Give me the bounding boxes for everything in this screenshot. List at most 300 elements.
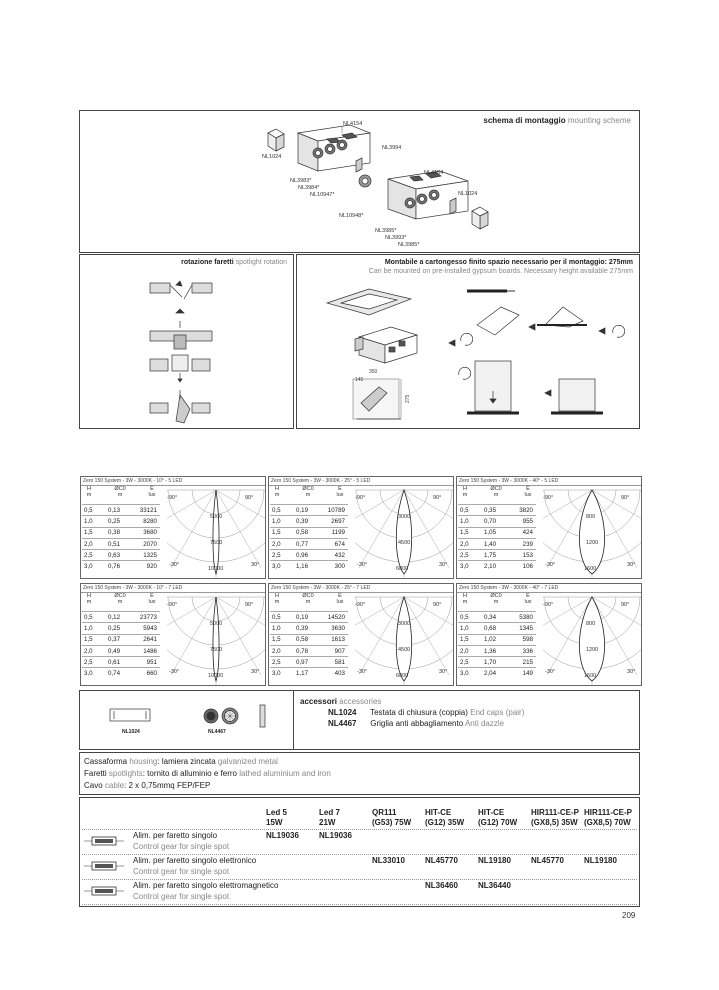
table-cell: 432 [318,550,348,561]
table-cell: 0,5 [82,505,102,516]
label-nl3985-a: NL3985* [375,228,397,234]
gypsum-diagram [297,255,641,430]
accessories-title: accessori accessories [300,697,382,706]
product-code: NL45770 [531,856,564,865]
column-header-unit: m [86,492,92,498]
angle-label-30-right: 30° [251,562,260,568]
column-header-label: H [463,593,467,599]
angle-label-30-right: 30° [439,669,448,675]
angle-label-left: -90° [543,495,554,501]
table-cell: 3,0 [270,561,290,572]
acc-img1-code: NL1024 [122,729,140,735]
table-cell: 0,68 [478,623,506,634]
angle-label-right: 90° [433,495,442,501]
table-cell: 0,12 [102,612,130,623]
table-cell: 403 [318,668,348,679]
label-nl4154-a: NL4154 [343,121,363,127]
column-header-line2: (G12) 35W [425,818,465,827]
polar-value: 5000 [210,514,223,520]
dotted-divider [82,854,637,855]
column-header [271,593,283,605]
column-header [483,486,509,498]
column-header [266,808,287,828]
column-header-unit: lux [148,492,156,498]
table-row [458,623,536,634]
column-header-unit: m [305,492,311,498]
label-nl4154-b: NL4154 [424,170,444,176]
table-cell: 1,05 [478,527,506,538]
column-header-label: H [275,593,279,599]
polar-diagram [355,480,453,578]
table-cell: 2,5 [458,550,478,561]
table-cell: 0,74 [102,668,130,679]
table-cell: 0,19 [290,612,318,623]
table-cell: 1,36 [478,645,506,656]
dim-145: 145 [355,377,364,383]
control-gear-icon [84,885,124,897]
column-header-unit: m [462,599,468,605]
column-header-label: E [150,486,154,492]
table-row [270,505,348,516]
angle-label-right: 90° [245,602,254,608]
table-cell: 2,5 [82,657,102,668]
table-cell: 14520 [318,612,348,623]
product-code: NL33010 [372,856,405,865]
table-cell: 8280 [130,516,160,527]
column-header-label: E [338,593,342,599]
spec-row-spotlights: Faretti spotlights: tornito di alluminio e ferro lathed aluminium and iron [84,769,331,778]
angle-label-30-right: 30° [251,669,260,675]
table-cell: 0,35 [478,505,506,516]
polar-value: 3000 [398,514,411,520]
table-cell: 33121 [130,505,160,516]
column-header [271,486,283,498]
dim-275: 275 [405,394,411,403]
table-cell: 1,0 [270,516,290,527]
column-header-line2: 21W [319,818,336,827]
column-header-label: ØC0 [114,486,126,492]
table-cell: 1,40 [478,538,506,549]
table-cell: 1,0 [458,516,478,527]
column-header-unit: m [274,599,280,605]
polar-value: 7500 [210,540,223,546]
table-cell: 0,63 [102,550,130,561]
photometric-table [268,583,454,686]
table-cell: 0,5 [458,505,478,516]
specs-panel [79,752,640,795]
rotation-panel [79,254,294,429]
column-header-line2: (GX8,5) 35W [531,818,578,827]
polar-value: 4500 [398,647,411,653]
table-row [270,634,348,645]
table-cell: 0,25 [102,516,130,527]
spec-row-cable: Cavo cable: 2 x 0,75mmq FEP/FEP [84,781,211,790]
column-header-unit: m [86,599,92,605]
row-sublabel: Control gear for single spot [133,892,230,901]
product-code: NL19036 [266,831,299,840]
table-cell: 1199 [318,527,348,538]
column-header-line1: HIT-CE [425,808,452,817]
table-row [82,527,160,538]
column-header-line2: (G12) 70W [478,818,518,827]
table-cell: 1,5 [270,527,290,538]
table-row [270,516,348,527]
angle-label-30-left: -30° [357,562,368,568]
label-nl3993: NL3993* [385,235,407,241]
column-header-label: E [150,593,154,599]
table-cell: 23773 [130,612,160,623]
photometric-title: Zero 150 System - 3W - 3000K - 25° - 7 LED [271,585,371,591]
table-cell: 2,5 [270,657,290,668]
row-sublabel: Control gear for single spot [133,867,230,876]
label-nl3984: NL3984* [298,185,320,191]
table-cell: 3,0 [458,668,478,679]
table-cell: 0,37 [102,634,130,645]
column-header-unit: m [117,492,123,498]
table-cell: 0,70 [478,516,506,527]
polar-value: 4500 [398,540,411,546]
table-cell: 0,58 [290,634,318,645]
table-row [458,645,536,656]
table-cell: 0,78 [290,645,318,656]
table-row [82,561,160,572]
table-cell: 2070 [130,538,160,549]
column-header-label: ØC0 [490,593,502,599]
acc-img2-code: NL4467 [208,729,226,735]
table-cell: 0,49 [102,645,130,656]
product-code: NL19180 [584,856,617,865]
table-cell: 1345 [506,623,536,634]
table-cell: 1613 [318,634,348,645]
row-label: Alim. per faretto singolo elettronico [133,856,257,865]
polar-value: 7500 [210,647,223,653]
polar-diagram [543,480,641,578]
table-cell: 1325 [130,550,160,561]
label-nl3985-b: NL3985* [398,242,420,248]
table-cell: 0,96 [290,550,318,561]
column-header [319,808,340,828]
table-cell: 0,5 [270,505,290,516]
column-header [83,593,95,605]
beam-curve [396,597,411,681]
table-row [82,623,160,634]
column-header-line2: (G53) 75W [372,818,412,827]
table-row [270,527,348,538]
column-header [517,593,539,605]
table-cell: 1,5 [458,527,478,538]
table-cell: 3820 [506,505,536,516]
table-cell: 0,38 [102,527,130,538]
angle-label-left: -90° [543,602,554,608]
gypsum-subtitle: Can be mounted on pre-installed gypsum boards. Necessary height available 275mm [368,268,633,275]
table-row [82,516,160,527]
column-header-unit: lux [148,599,156,605]
table-cell: 2,5 [270,550,290,561]
accessories-divider [293,691,294,749]
polar-value: 800 [586,621,596,627]
accessory-images [80,691,290,749]
angle-label-30-left: -30° [545,562,556,568]
table-cell: 106 [506,561,536,572]
column-header-line1: HIR111-CE-P [584,808,633,817]
rotation-diagram [80,255,295,430]
polar-value: 6000 [396,566,409,572]
table-cell: 2,5 [458,657,478,668]
table-row [82,668,160,679]
photometric-title: Zero 150 System - 3W - 3000K - 40° - 7 LED [459,585,559,591]
polar-spoke [216,490,261,568]
label-nl3994: NL3994 [382,145,402,151]
table-cell: 3,0 [458,561,478,572]
table-cell: 1,02 [478,634,506,645]
table-cell: 2697 [318,516,348,527]
table-cell: 0,97 [290,657,318,668]
mounting-scheme-drawing [80,111,641,254]
angle-label-30-right: 30° [439,562,448,568]
table-cell: 2,0 [458,538,478,549]
table-cell: 0,34 [478,612,506,623]
column-header [107,593,133,605]
column-header [295,593,321,605]
table-cell: 0,13 [102,505,130,516]
column-header-line1: Led 5 [266,808,287,817]
table-row [270,561,348,572]
label-nl1024-a: NL1024 [262,154,282,160]
column-header [107,486,133,498]
accessory-row-2: NL4467 Griglia anti abbagliamento Anti dazzle [328,719,505,728]
photometric-title: Zero 150 System - 3W - 3000K - 10° - 5 LED [83,478,183,484]
table-cell: 1,0 [458,623,478,634]
table-cell: 2,5 [82,550,102,561]
polar-diagram [355,587,453,685]
table-cell: 336 [506,645,536,656]
photometric-title: Zero 150 System - 3W - 3000K - 25° - 5 LED [271,478,371,484]
column-header-line1: HIT-CE [478,808,505,817]
angle-label-left: -90° [355,602,366,608]
product-code: NL36460 [425,881,458,890]
angle-label-left: -90° [167,602,178,608]
column-header-line2: 15W [266,818,283,827]
table-cell: 1,0 [82,516,102,527]
photometric-table [456,583,642,686]
table-cell: 0,77 [290,538,318,549]
column-header-label: H [275,486,279,492]
table-cell: 951 [130,657,160,668]
angle-label-left: -90° [167,495,178,501]
column-header-label: E [526,593,530,599]
column-header-label: H [87,593,91,599]
polar-value: 1200 [586,540,599,546]
table-cell: 1,16 [290,561,318,572]
column-header [483,593,509,605]
photometric-values [458,611,536,679]
table-cell: 1,17 [290,668,318,679]
polar-spoke [216,597,261,675]
photometric-table [456,476,642,579]
table-cell: 581 [318,657,348,668]
photometric-table [80,476,266,579]
table-cell: 0,51 [102,538,130,549]
column-header-line1: HIR111-CE-P [531,808,580,817]
table-row [82,538,160,549]
table-row [82,645,160,656]
table-cell: 2,0 [458,645,478,656]
column-header [141,486,163,498]
polar-diagram [167,587,265,685]
table-cell: 10789 [318,505,348,516]
angle-label-30-left: -30° [169,562,180,568]
column-header-unit: m [274,492,280,498]
polar-value: 1600 [584,673,597,679]
polar-value: 6000 [396,673,409,679]
column-header [295,486,321,498]
polar-value: 1200 [586,647,599,653]
product-code: NL36440 [478,881,511,890]
table-row [458,634,536,645]
table-row [458,516,536,527]
table-cell: 2,04 [478,668,506,679]
row-sublabel: Control gear for single spot [133,842,230,851]
table-cell: 3,0 [82,561,102,572]
dotted-divider [82,879,637,880]
table-row [270,550,348,561]
polar-value: 800 [586,514,596,520]
column-header [517,486,539,498]
dotted-divider [82,829,637,830]
table-cell: 1,75 [478,550,506,561]
angle-label-30-left: -30° [357,669,368,675]
table-cell: 300 [318,561,348,572]
column-header [329,486,351,498]
table-row [458,668,536,679]
column-header-line1: QR111 [372,808,397,817]
column-header [478,808,517,828]
column-header-unit: lux [336,492,344,498]
table-cell: 153 [506,550,536,561]
table-cell: 0,5 [270,612,290,623]
photometric-table [80,583,266,686]
spec-row-housing: Cassaforma housing: lamiera zincata galvanized metal [84,757,278,766]
table-row [82,505,160,516]
polar-spoke [216,597,265,642]
row-label: Alim. per faretto singolo elettromagnetico [133,881,279,890]
photometric-values [82,504,160,572]
table-row [270,623,348,634]
angle-label-right: 90° [245,495,254,501]
column-header [141,593,163,605]
table-cell: 0,76 [102,561,130,572]
polar-spoke [171,597,216,675]
table-cell: 3,0 [82,668,102,679]
table-cell: 239 [506,538,536,549]
photometric-table [268,476,454,579]
angle-label-right: 90° [621,495,630,501]
polar-spoke [171,490,216,568]
rotation-title: rotazione faretti spotlight rotation [181,259,287,266]
product-code: NL19036 [319,831,352,840]
photometric-values [458,504,536,572]
angle-label-right: 90° [433,602,442,608]
table-cell: 0,39 [290,516,318,527]
table-cell: 3630 [318,623,348,634]
polar-value: 1600 [584,566,597,572]
column-header-unit: m [493,492,499,498]
table-cell: 0,25 [102,623,130,634]
column-header-label: E [526,486,530,492]
product-code: NL45770 [425,856,458,865]
table-cell: 1,70 [478,657,506,668]
column-header [83,486,95,498]
table-row [458,505,536,516]
table-row [458,538,536,549]
gypsum-title: Montabile a cartongesso finito spazio necessario per il montaggio: 275mm [384,259,633,266]
angle-label-30-right: 30° [627,562,636,568]
dotted-divider [82,904,637,905]
table-row [82,612,160,623]
polar-value: 3000 [398,621,411,627]
column-header-unit: lux [524,599,532,605]
angle-label-left: -90° [355,495,366,501]
angle-label-30-right: 30° [627,669,636,675]
column-header [531,808,579,828]
table-cell: 1,0 [82,623,102,634]
table-cell: 3680 [130,527,160,538]
table-cell: 2,0 [270,538,290,549]
beam-curve [579,490,604,574]
column-header-label: ØC0 [302,593,314,599]
column-header-label: ØC0 [302,486,314,492]
table-cell: 3,0 [270,668,290,679]
table-row [458,550,536,561]
column-header-label: ØC0 [114,593,126,599]
table-row [270,612,348,623]
page-number: 209 [622,911,636,920]
table-cell: 660 [130,668,160,679]
polar-value: 5000 [210,621,223,627]
label-nl1024-b: NL1024 [458,191,478,197]
mounting-scheme-title: schema di montaggio mounting scheme [483,116,631,125]
table-row [82,657,160,668]
polar-value: 10000 [208,566,224,572]
table-cell: 1,5 [82,527,102,538]
label-nl3983: NL3983* [290,178,312,184]
column-header [459,486,471,498]
column-header-label: H [463,486,467,492]
gypsum-panel [296,254,640,429]
table-row [458,657,536,668]
angle-label-right: 90° [621,602,630,608]
control-gear-icon [84,860,124,872]
accessory-row-1: NL1024 Testata di chiusura (coppia) End caps (pair) [328,708,525,717]
polar-diagram [543,587,641,685]
table-cell: 2641 [130,634,160,645]
column-header-unit: m [493,599,499,605]
control-gear-icon [84,835,124,847]
table-row [82,634,160,645]
angle-label-30-left: -30° [545,669,556,675]
dim-350: 350 [369,369,378,375]
column-header-label: H [87,486,91,492]
table-cell: 1486 [130,645,160,656]
table-cell: 598 [506,634,536,645]
column-header-unit: m [117,599,123,605]
table-cell: 424 [506,527,536,538]
beam-curve [396,490,411,574]
polar-value: 10000 [208,673,224,679]
table-cell: 0,19 [290,505,318,516]
table-cell: 215 [506,657,536,668]
column-header [584,808,632,828]
